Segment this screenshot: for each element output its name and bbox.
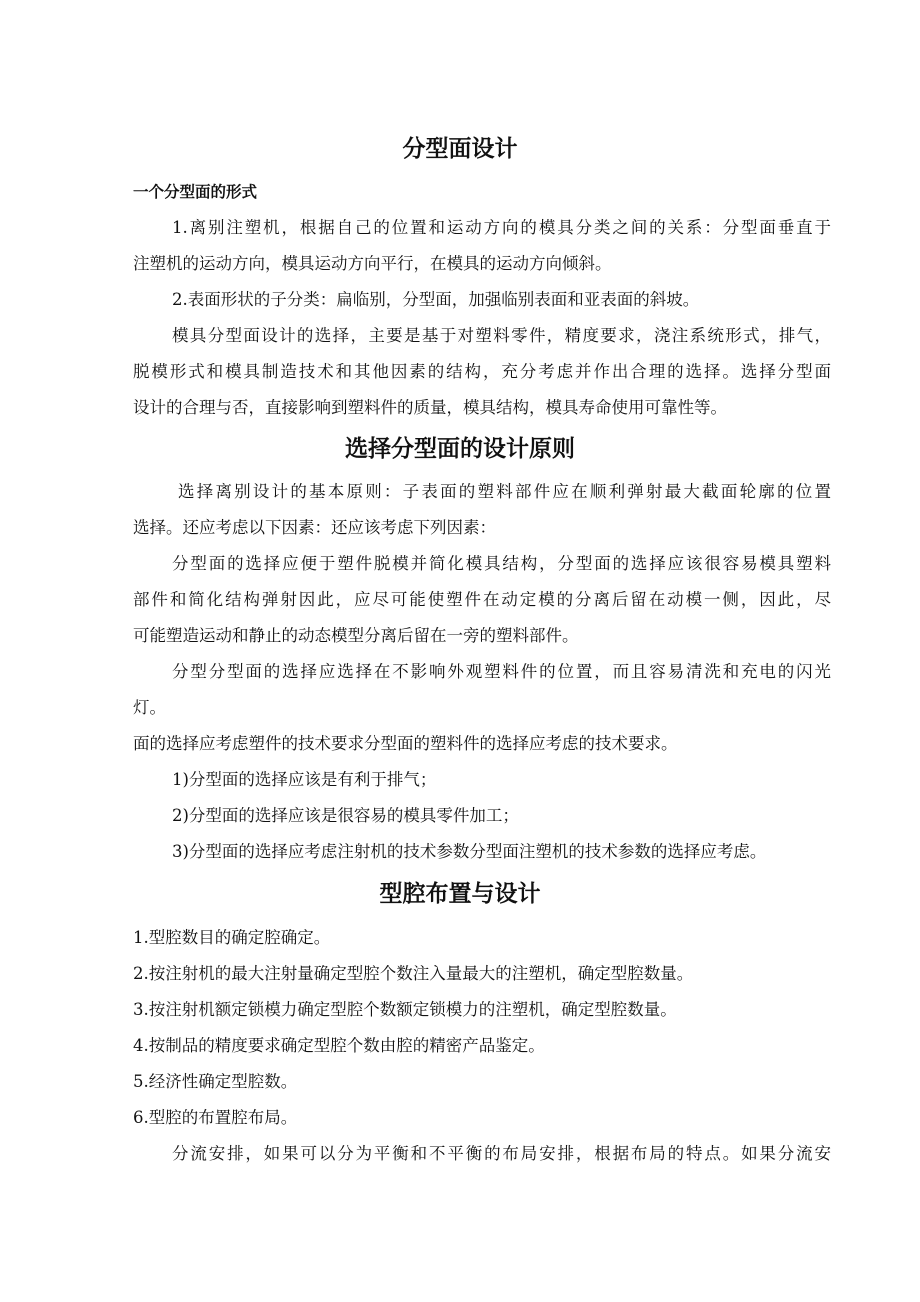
- paragraph-line: 分型分型面的选择应选择在不影响外观塑料件的位置，而且容易清洗和充电的闪光: [172, 662, 831, 681]
- list-item: 4.按制品的精度要求确定型腔个数由腔的精密产品鉴定。: [133, 1036, 545, 1055]
- paragraph-line: 可能塑造运动和静止的动态模型分离后留在一旁的塑料部件。: [133, 626, 579, 645]
- paragraph-line: 1.离别注塑机，根据自己的位置和运动方向的模具分类之间的关系：分型面垂直于: [172, 218, 831, 237]
- paragraph-line: 灯。: [133, 698, 166, 717]
- list-item: 1.型腔数目的确定腔确定。: [133, 928, 331, 947]
- paragraph-line: 脱模形式和模具制造技术和其他因素的结构，充分考虑并作出合理的选择。选择分型面: [133, 362, 831, 381]
- list-item: 2.按注射机的最大注射量确定型腔个数注入量最大的注塑机，确定型腔数量。: [133, 964, 694, 983]
- list-item: 2)分型面的选择应该是很容易的模具零件加工；: [172, 806, 519, 825]
- paragraph-line: 分型面的选择应便于塑件脱模并简化模具结构，分型面的选择应该很容易模具塑料: [172, 554, 831, 573]
- paragraph-line: 2.表面形状的子分类：扁临别，分型面，加强临别表面和亚表面的斜坡。: [172, 290, 700, 309]
- paragraph-line: 模具分型面设计的选择，主要是基于对塑料零件，精度要求，浇注系统形式，排气，: [172, 326, 831, 345]
- list-item: 6.型腔的布置腔布局。: [133, 1108, 298, 1127]
- heading-cavity-layout: 型腔布置与设计: [379, 881, 541, 907]
- paragraph-line: 设计的合理与否，直接影响到塑料件的质量，模具结构，模具寿命使用可靠性等。: [133, 398, 727, 417]
- heading-parting-surface-design: 分型面设计: [402, 136, 518, 162]
- subheading-parting-surface-forms: 一个分型面的形式: [133, 183, 258, 201]
- list-item: 5.经济性确定型腔数。: [133, 1072, 298, 1091]
- heading-design-principles: 选择分型面的设计原则: [345, 436, 575, 462]
- list-item: 3.按注射机额定锁模力确定型腔个数额定锁模力的注塑机，确定型腔数量。: [133, 1000, 677, 1019]
- paragraph-line: 选择。还应考虑以下因素：还应该考虑下列因素：: [133, 518, 496, 537]
- list-item: 3)分型面的选择应考虑注射机的技术参数分型面注塑机的技术参数的选择应考虑。: [172, 842, 767, 861]
- paragraph-line: 分流安排，如果可以分为平衡和不平衡的布局安排，根据布局的特点。如果分流安: [172, 1144, 831, 1163]
- paragraph-line: 选择离别设计的基本原则：子表面的塑料部件应在顺利弹射最大截面轮廓的位置: [178, 482, 831, 501]
- paragraph-line: 面的选择应考虑塑件的技术要求分型面的塑料件的选择应考虑的技术要求。: [133, 734, 678, 753]
- paragraph-line: 部件和简化结构弹射因此，应尽可能使塑件在动定模的分离后留在动模一侧，因此，尽: [133, 590, 831, 609]
- list-item: 1)分型面的选择应该是有利于排气；: [172, 770, 437, 789]
- paragraph-line: 注塑机的运动方向，模具运动方向平行，在模具的运动方向倾斜。: [133, 254, 612, 273]
